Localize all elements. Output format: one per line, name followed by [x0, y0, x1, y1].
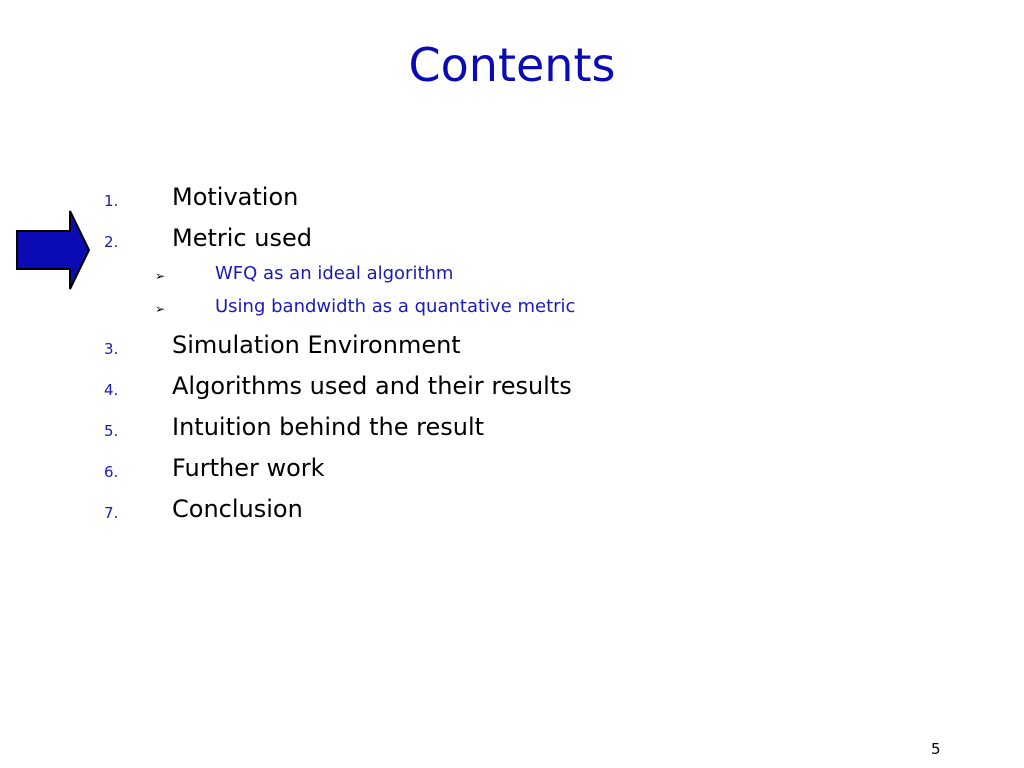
- item-label-conclusion: Conclusion: [172, 495, 303, 523]
- item-label-motivation: Motivation: [172, 183, 299, 211]
- sub-item-label-bandwidth: Using bandwidth as a quantative metric: [215, 296, 576, 317]
- page-number: 5: [931, 740, 941, 758]
- slide-title: Contents: [408, 38, 616, 92]
- item-number: 5.: [104, 422, 119, 440]
- item-number: 7.: [104, 504, 119, 522]
- item-label-simulation-environment: Simulation Environment: [172, 331, 461, 359]
- item-number: 1.: [104, 192, 119, 210]
- item-label-intuition: Intuition behind the result: [172, 413, 485, 441]
- item-label-metric-used: Metric used: [172, 224, 312, 252]
- item-number: 2.: [104, 233, 119, 251]
- sub-bullet-icon: ➢: [155, 302, 166, 316]
- sub-item-label-wfq: WFQ as an ideal algorithm: [215, 263, 454, 284]
- item-label-algorithms: Algorithms used and their results: [172, 372, 572, 400]
- item-label-further-work: Further work: [172, 454, 325, 482]
- item-number: 3.: [104, 340, 119, 358]
- item-number: 4.: [104, 381, 119, 399]
- item-number: 6.: [104, 463, 119, 481]
- right-arrow-icon: [15, 209, 91, 291]
- sub-bullet-icon: ➢: [155, 269, 166, 283]
